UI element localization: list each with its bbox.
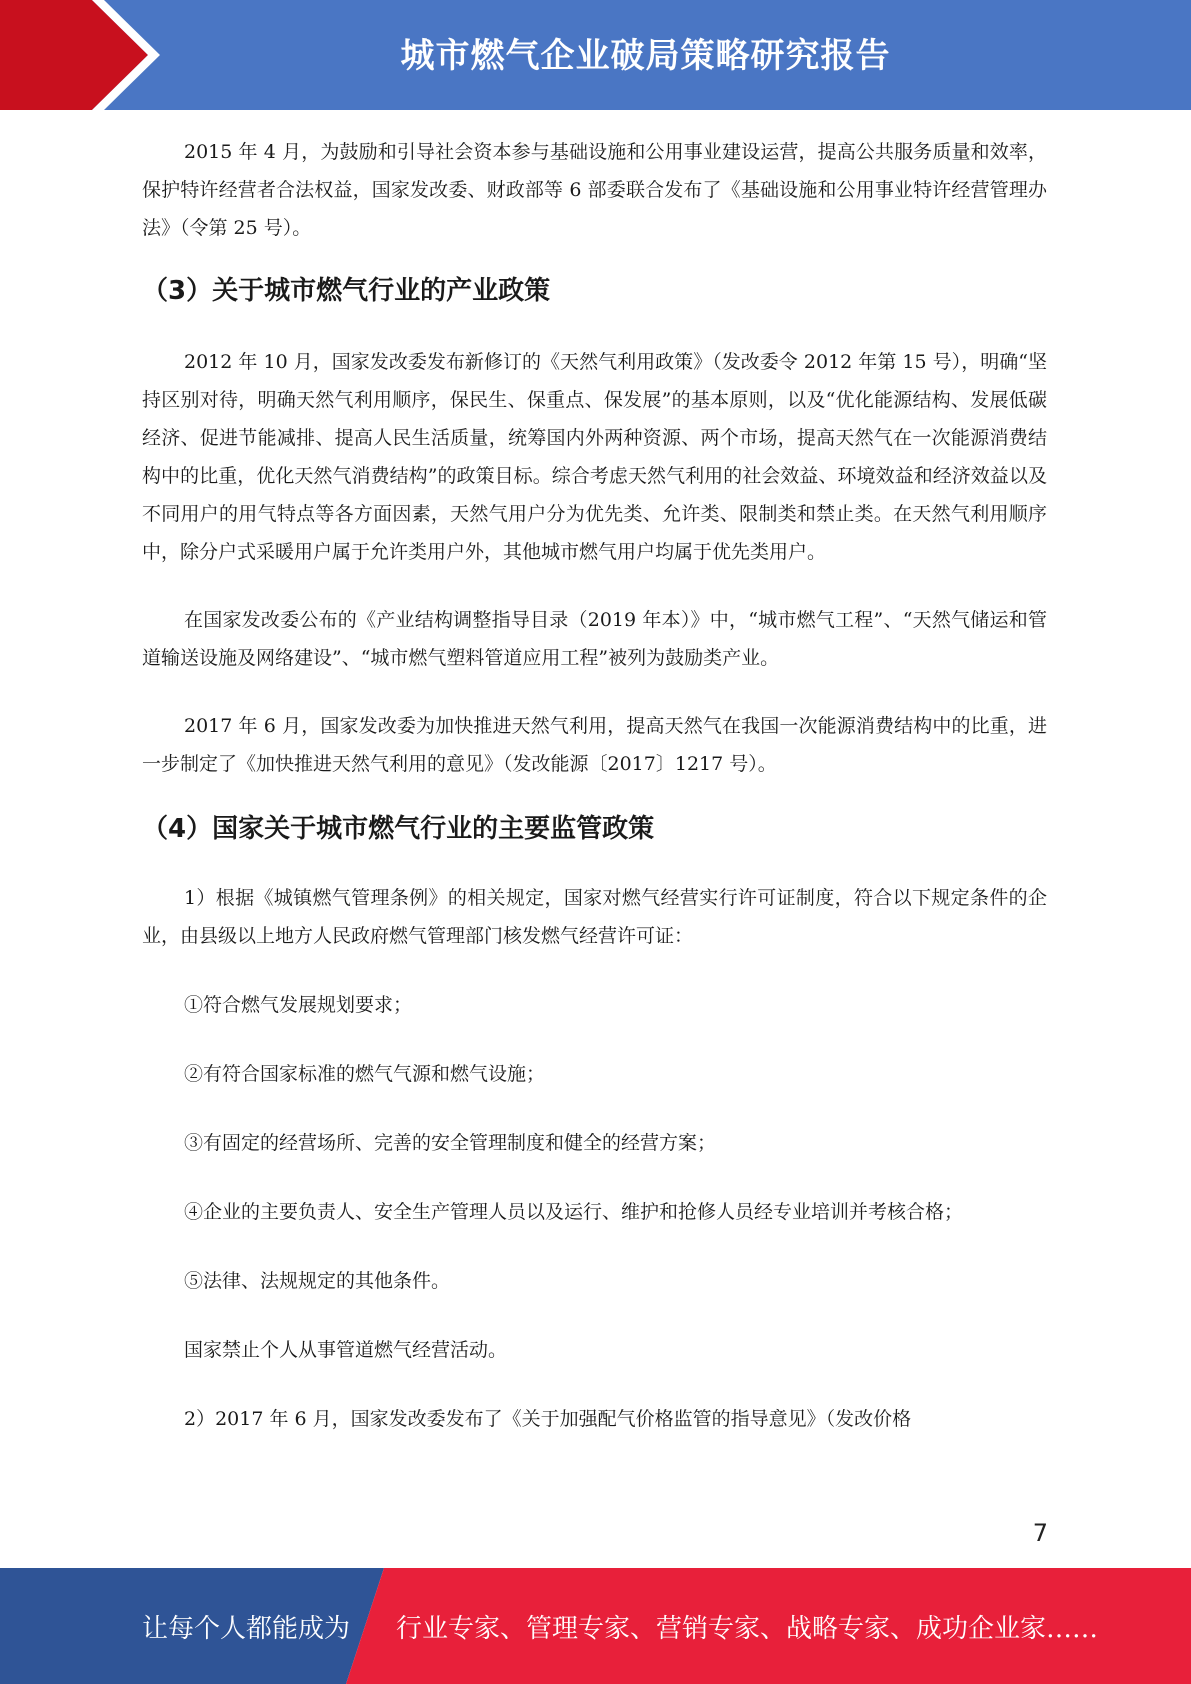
section-heading-4: （4）国家关于城市燃气行业的主要监管政策: [142, 814, 655, 844]
paragraph-3: 在国家发改委公布的《产业结构调整指导目录（2019 年本）》中，“城市燃气工程”、“天然气储运和管道输送设施及网络建设”、“城市燃气塑料管道应用工程”被列为鼓励类产业。: [142, 609, 1047, 669]
footer-slogan-right: 行业专家、管理专家、营销专家、战略专家、成功企业家……: [396, 1614, 1099, 1644]
list-item: ②有符合国家标准的燃气气源和燃气设施；: [184, 1063, 546, 1085]
list-item: ③有固定的经营场所、完善的安全管理制度和健全的经营方案；: [184, 1132, 717, 1154]
list-item: ①符合燃气发展规划要求；: [184, 994, 413, 1016]
paragraph-7: 2）2017 年 6 月，国家发改委发布了《关于加强配气价格监管的指导意见》（发改价格: [184, 1408, 912, 1430]
paragraph-6: 国家禁止个人从事管道燃气经营活动。: [184, 1339, 508, 1361]
paragraph-5: 1）根据《城镇燃气管理条例》的相关规定，国家对燃气经营实行许可证制度，符合以下规定条件的企业，由县级以上地方人民政府燃气管理部门核发燃气经营许可证：: [142, 887, 1047, 947]
page-number: 7: [1032, 1519, 1048, 1547]
page-header: [0, 0, 1191, 110]
paragraph-4: 2017 年 6 月，国家发改委为加快推进天然气利用，提高天然气在我国一次能源消费结构中的比重，进一步制定了《加快推进天然气利用的意见》（发改能源〔2017〕1217 号）。: [142, 715, 1047, 775]
section-heading-3: （3）关于城市燃气行业的产业政策: [142, 276, 551, 306]
report-title: 城市燃气企业破局策略研究报告: [400, 36, 891, 76]
page-content: [142, 133, 1047, 1438]
list-item: ⑤法律、法规规定的其他条件。: [184, 1270, 451, 1292]
list-item: ④企业的主要负责人、安全生产管理人员以及运行、维护和抢修人员经专业培训并考核合格；: [184, 1201, 964, 1223]
footer-slogan-left: 让每个人都能成为: [142, 1614, 351, 1644]
paragraph-1: 2015 年 4 月，为鼓励和引导社会资本参与基础设施和公用事业建设运营，提高公共服务质量和效率，保护特许经营者合法权益，国家发改委、财政部等 6 部委联合发布了《基础设施和公用事业特许经营管理办法》（令第 25 号）。: [142, 141, 1047, 239]
page-footer: [0, 1568, 1191, 1684]
paragraph-2: 2012 年 10 月，国家发改委发布新修订的《天然气利用政策》（发改委令 2012 年第 15 号），明确“坚持区别对待，明确天然气利用顺序，保民生、保重点、保发展”的基本原则，以及“优化能源结构、发展低碳经济、促进节能减排、提高人民生活质量，统筹国内外两种资源、两个市场，提高天然气在一次能源消费结构中的比重，优化天然气消费结构”的政策目标。综合考虑天然气利用的社会效益、环境效益和经济效益以及不同用户的用气特点等各方面因素，天然气用户分为优先类、允许类、限制类和禁止类。在天然气利用顺序中，除分户式采暖用户属于允许类用户外，其他城市燃气用户均属于优先类用户。: [142, 351, 1047, 563]
